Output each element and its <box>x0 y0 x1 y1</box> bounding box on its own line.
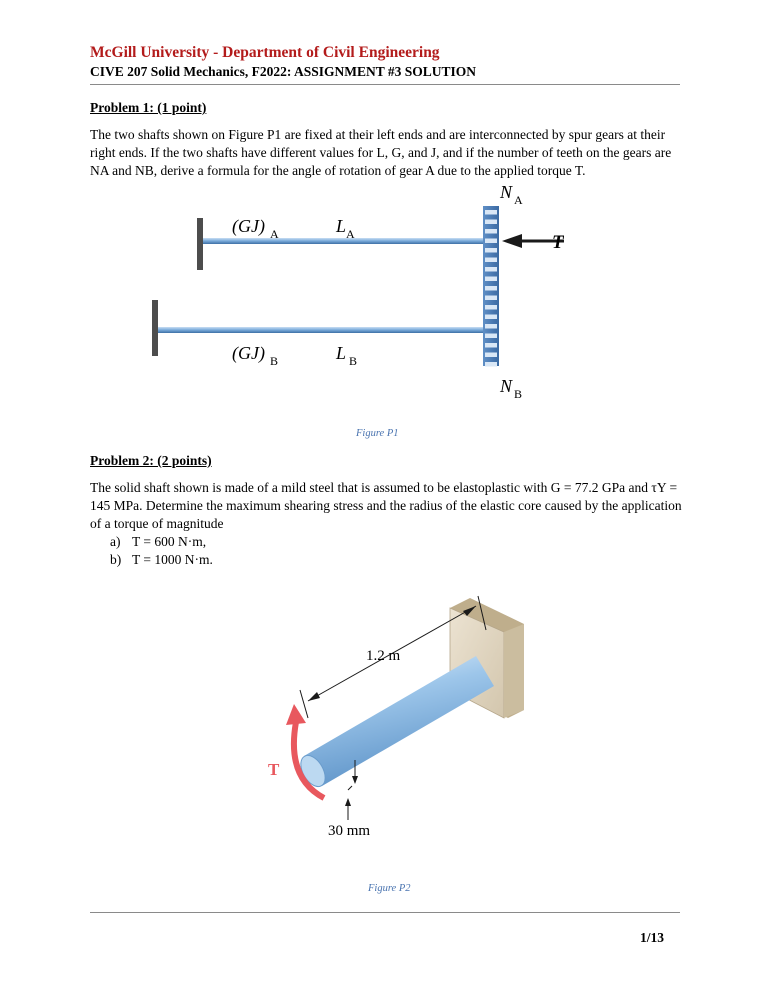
gear-tooth <box>485 305 497 310</box>
gear-tooth <box>485 220 497 225</box>
problem2-statement: The solid shaft shown is made of a mild steel that is assumed to be elastoplastic with G = 77.2 GPa and τY = 145 MPa. Determine the maximum shearing stress and the radius of the elastic core caused by the application of a torque of magnitude <box>90 480 682 531</box>
length-a-label: L <box>336 216 347 236</box>
gear-tooth <box>485 277 497 282</box>
gj-b-subscript: B <box>270 354 279 368</box>
gear-tooth <box>485 286 497 291</box>
teeth-b-label: N <box>500 376 513 396</box>
gear-stack <box>483 206 499 367</box>
length-label: 1.2 m <box>366 648 401 664</box>
teeth-a-subscript: A <box>514 193 523 207</box>
shaft-cylinder <box>304 656 494 786</box>
diameter-label: 30 mm <box>328 823 371 839</box>
teeth-b-subscript: B <box>514 387 523 401</box>
gj-b-label: (GJ) <box>232 343 265 363</box>
figure-p2-solid-shaft <box>262 594 552 844</box>
teeth-a-label: N <box>500 182 513 202</box>
gear-tooth <box>485 239 497 244</box>
length-b-subscript: B <box>349 354 358 368</box>
gear-tooth <box>485 229 497 234</box>
torque-label: T <box>552 232 564 253</box>
problem1-statement: The two shafts shown on Figure P1 are fixed at their left ends and are interconnected by spur gears at their right ends. If the two shafts have different values for L, G, and J, and if the number of teeth on the gears are NA and NB, derive a formula for the angle of rotation of gear A due to the applied torque T. <box>90 127 672 178</box>
problem1-title: Problem 1: (1 point) <box>90 100 207 115</box>
footer-divider <box>90 912 680 913</box>
length-a-subscript: A <box>346 227 355 241</box>
list-item: b) T = 1000 N·m. <box>110 552 213 567</box>
header-divider <box>90 84 680 85</box>
problem2-title: Problem 2: (2 points) <box>90 453 212 468</box>
gj-a-label: (GJ) <box>232 216 265 236</box>
torque-arrow-head <box>286 704 306 725</box>
gear-tooth <box>485 248 497 253</box>
torque-label: T <box>268 760 280 779</box>
page-number: 1/13 <box>640 930 665 945</box>
gear-tooth <box>485 334 497 339</box>
figure-p2-caption: Figure P2 <box>368 883 411 894</box>
gear-tooth <box>485 362 497 367</box>
gear-tooth <box>485 343 497 348</box>
shaft-b <box>158 327 485 333</box>
gear-tooth <box>485 296 497 301</box>
header-course-title: CIVE 207 Solid Mechanics, F2022: ASSIGNMENT #3 SOLUTION <box>90 64 477 79</box>
gear-tooth <box>485 353 497 358</box>
header-university: McGill University - Department of Civil Engineering <box>90 44 440 61</box>
gj-a-subscript: A <box>270 227 279 241</box>
figure-p1-gear-shafts <box>144 176 564 416</box>
gear-tooth <box>485 324 497 329</box>
gear-tooth <box>485 210 497 215</box>
shaft-a <box>203 238 485 244</box>
wall-a-support <box>197 218 203 270</box>
figure-p1-caption: Figure P1 <box>356 428 399 439</box>
wall-b-support <box>152 300 158 356</box>
gear-tooth <box>485 258 497 263</box>
gear-tooth <box>485 315 497 320</box>
list-item: a) T = 600 N·m, <box>110 534 207 549</box>
problem2-torque-list <box>110 533 213 569</box>
length-b-label: L <box>336 343 347 363</box>
gear-tooth <box>485 267 497 272</box>
